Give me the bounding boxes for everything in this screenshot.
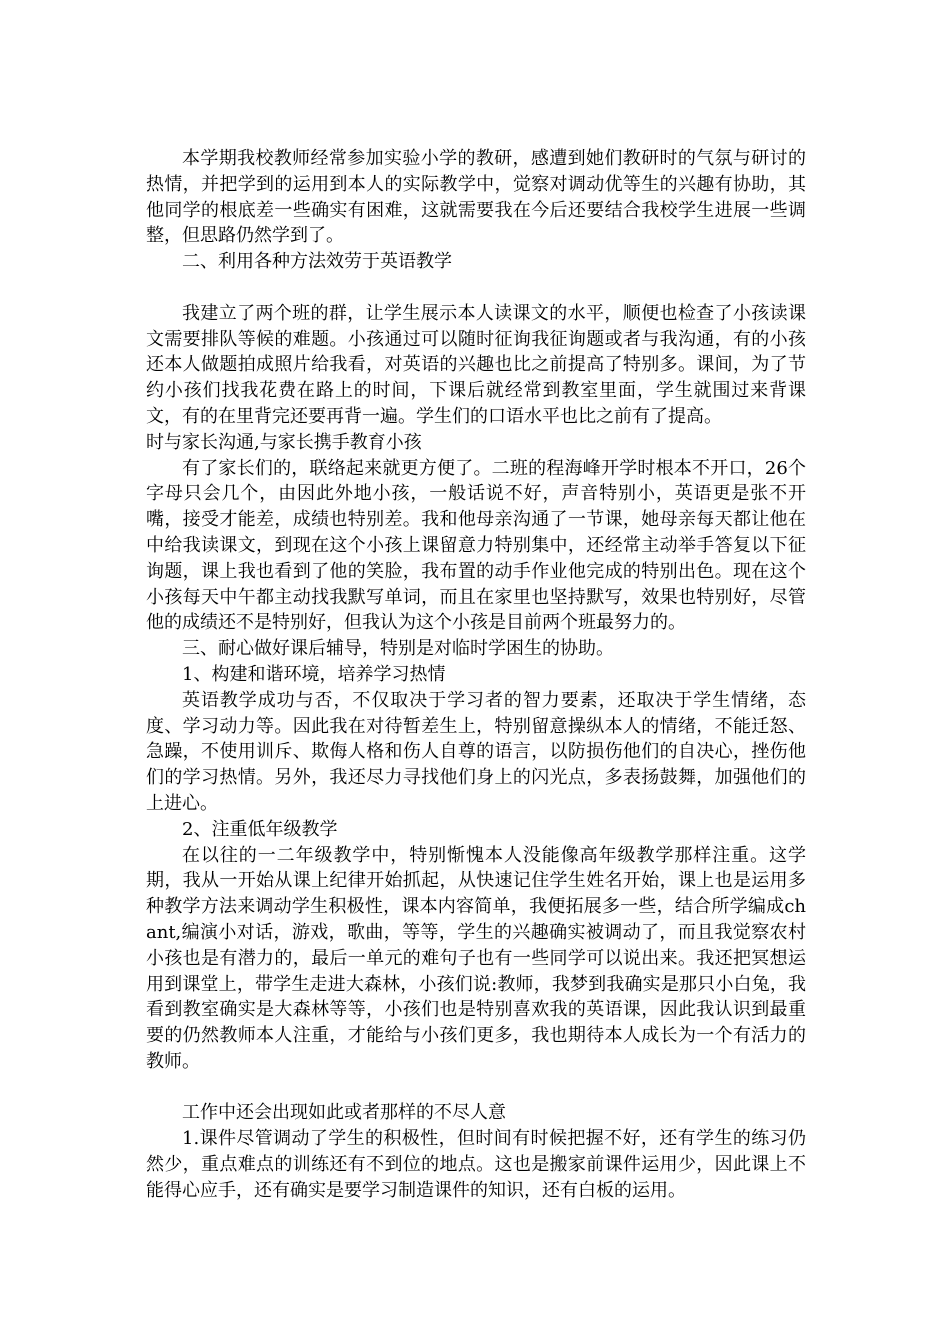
paragraph-teaching-research: 本学期我校教师经常参加实验小学的教研，感遭到她们教研时的气氛与研讨的热情，并把学到的运用到本人的实际教学中，觉察对调动优等生的兴趣有协助，其他同学的根底差一些确实有困难，这就需要我在今后还要结合我校学生进展一些调整，但思路仍然学到了。: [146, 148, 806, 247]
blank-line: [146, 1075, 806, 1101]
paragraph-emotions: 英语教学成功与否，不仅取决于学习者的智力要素，还取决于学生情绪，态度、学习动力等。因此我在对待暂差生上，特别留意操纵本人的情绪，不能迁怒、急躁，不使用训斥、欺侮人格和伤人自尊的语言，以防损伤他们的自决心，挫伤他们的学习热情。另外，我还尽力寻找他们身上的闪光点，多表扬鼓舞，加强他们的上进心。: [146, 689, 806, 814]
paragraph-lower-grades: 在以往的一二年级教学中，特别惭愧本人没能像高年级教学那样注重。这学期，我从一开始从课上纪律开始抓起，从快速记住学生姓名开始，课上也是运用多种教学方法来调动学生积极性，课本内容简单，我便拓展多一些，结合所学编成chant,编演小对话，游戏，歌曲，等等，学生的兴趣确实被调动了，而且我觉察农村小孩也是有潜力的，最后一单元的难句子也有一些同学可以说出来。我还把冥想运用到课堂上，带学生走进大森林，小孩们说:教师，我梦到我确实是那只小白兔，我看到教室确实是大森林等等，小孩们也是特别喜欢我的英语课，因此我认识到最重要的仍然教师本人注重，才能给与小孩们更多，我也期待本人成长为一个有活力的教师。: [146, 844, 806, 1072]
section-heading-tutoring: 三、耐心做好课后辅导，特别是对临时学困生的协助。: [182, 638, 614, 660]
paragraph-courseware: 1.课件尽管调动了学生的积极性，但时间有时候把握不好，还有学生的练习仍然少，重点难点的训练还有不到位的地点。这也是搬家前课件运用少，因此课上不能得心应手，还有确实是要学习制造课件的知识，还有白板的运用。: [146, 1128, 806, 1201]
document-body: [146, 146, 806, 1204]
paragraph-class-groups: 我建立了两个班的群，让学生展示本人读课文的水平，顺便也检查了小孩读课文需要排队等候的难题。小孩通过可以随时征询我征询题或者与我沟通，有的小孩还本人做题拍成照片给我看，对英语的兴趣也比之前提高了特别多。课间，为了节约小孩们找我花费在路上的时间，下课后就经常到教室里面，学生就围过来背课文，有的在里背完还要再背一遍。学生们的口语水平也比之前有了提高。: [146, 302, 806, 427]
subheading-parent-communication: 时与家长沟通,与家长携手教育小孩: [146, 431, 422, 453]
subheading-shortcomings: 工作中还会出现如此或者那样的不尽人意: [182, 1102, 506, 1124]
paragraph-parent-example: 有了家长们的，联络起来就更方便了。二班的程海峰开学时根本不开口，26个字母只会几个，由因此外地小孩，一般话说不好，声音特别小，英语更是张不开嘴，接受才能差，成绩也特别差。我和他母亲沟通了一节课，她母亲每天都让他在中给我读课文，到现在这个小孩上课留意力特别集中，还经常主动举手答复以下征询题，课上我也看到了他的笑脸，我布置的动手作业他完成的特别出色。现在这个小孩每天中午都主动找我默写单词，而且在家里也坚持默写，效果也特别好，尽管他的成绩还不是特别好，但我认为这个小孩是目前两个班最努力的。: [146, 457, 806, 634]
subheading-harmonious-environment: 1、构建和谐环境，培养学习热情: [182, 663, 446, 685]
section-heading-methods: 二、利用各种方法效劳于英语教学: [182, 251, 452, 273]
blank-line: [146, 275, 806, 301]
subheading-lower-grades: 2、注重低年级教学: [182, 818, 338, 840]
